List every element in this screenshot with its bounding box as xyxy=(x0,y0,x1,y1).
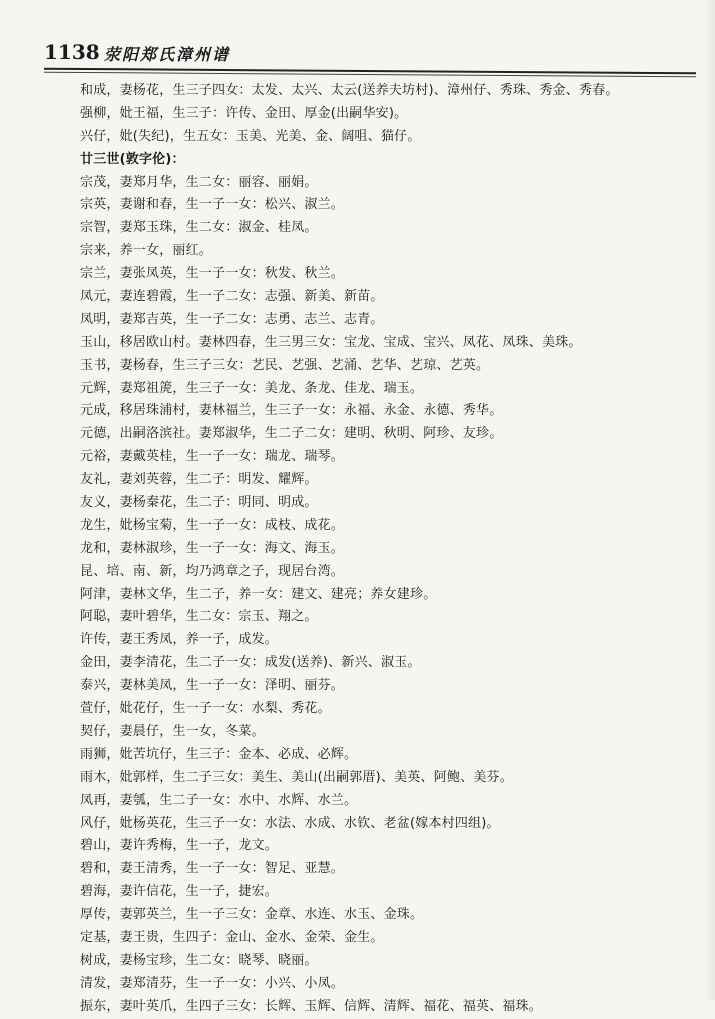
text-line: 契仔，妻晨仔，生一女，冬菜。 xyxy=(80,723,265,739)
text-line: 泰兴，妻林美凤，生一子一女：泽明、丽芬。 xyxy=(80,678,345,694)
text-line: 凤再，妻瓠，生二子一女：水中、水辉、水兰。 xyxy=(80,792,358,808)
text-line: 和成，妻杨花，生三子四女：太发、太兴、太云(送养夫坊村)、漳州仔、秀珠、秀金、秀春。 xyxy=(80,83,619,98)
book-title: 荥阳郑氏漳州谱 xyxy=(104,45,231,64)
text-line: 雨木，妣郭样，生二子三女：美生、美山(出嗣郭厝)、美英、阿鲍、美芬。 xyxy=(80,769,513,785)
text-line: 强柳，妣王福，生三子：许传、金田、厚金(出嗣华安)。 xyxy=(80,105,408,121)
page-header xyxy=(44,34,694,70)
genealogy-text xyxy=(80,80,700,1019)
text-line: 萱仔，妣花仔，生一子一女：水梨、秀花。 xyxy=(80,701,331,717)
text-line: 清发，妻郑清芬，生一子一女：小兴、小凤。 xyxy=(80,975,345,991)
text-line: 宗智，妻郑玉珠，生二女：淑金、桂凤。 xyxy=(80,220,318,236)
text-line: 碧山，妻许秀梅，生一子，龙文。 xyxy=(80,838,279,854)
text-line: 元成，移居珠浦村，妻林福兰，生三子一女：永福、永金、永德、秀华。 xyxy=(80,403,503,419)
text-line: 友礼，妻刘英蓉，生二子：明发、耀辉。 xyxy=(80,472,318,488)
text-line: 金田，妻李清花，生二子一女：成发(送养)、新兴、淑玉。 xyxy=(80,655,421,671)
text-line: 元德，出嗣洛滨社。妻郑淑华，生二子二女：建明、秋明、阿珍、友珍。 xyxy=(80,426,503,442)
text-line: 宗茂，妻郑月华，生二女：丽容、丽娟。 xyxy=(80,174,318,190)
page-number: 1138 xyxy=(44,40,100,64)
generation-heading: 廿三世(敦字伦)： xyxy=(80,151,185,167)
text-line: 阿聪，妻叶碧华，生二女：宗玉、翔之。 xyxy=(80,609,318,625)
text-line: 宗英，妻谢和春，生一子一女：松兴、淑兰。 xyxy=(80,197,345,213)
text-line: 碧和，妻王清秀，生一子一女：智足、亚慧。 xyxy=(80,861,345,877)
text-line: 兴仔，妣(失纪)，生五女：玉美、光美、金、阔咀、猫仔。 xyxy=(80,128,421,144)
text-line: 凤明，妻郑吉英，生一子二女：志勇、志兰、志青。 xyxy=(80,311,384,327)
text-line: 凤元，妻连碧霞，生一子二女：志强、新美、新苗。 xyxy=(80,289,384,305)
text-line: 定基，妻王贵，生四子：金山、金水、金荣、金生。 xyxy=(80,929,384,945)
scan-edge-shadow xyxy=(703,0,715,1000)
text-line: 风仔，妣杨英花，生三子一女：水法、水成、水钦、老盆(嫁本村四组)。 xyxy=(80,815,500,831)
text-line: 玉书，妻杨春，生三子三女：艺民、艺强、艺涌、艺华、艺琼、艺英。 xyxy=(80,357,490,373)
text-line: 树成，妻杨宝珍，生二女：晓琴、晓丽。 xyxy=(80,952,318,968)
text-line: 阿津，妻林文华，生二子，养一女：建文、建亮；养女建珍。 xyxy=(80,586,437,602)
text-line: 元辉，妻郑祖箎，生三子一女：美龙、条龙、佳龙、瑞玉。 xyxy=(80,380,424,396)
text-line: 元裕，妻戴英桂，生一子一女：瑞龙、瑞琴。 xyxy=(80,449,345,465)
text-line: 许传，妻王秀凤，养一子，成发。 xyxy=(80,632,279,648)
text-line: 碧海，妻许信花，生一子，捷宏。 xyxy=(80,884,279,900)
text-line: 宗来，养一女，丽红。 xyxy=(80,243,213,259)
text-line: 振东，妻叶英爪，生四子三女：长辉、玉辉、信辉、清辉、福花、福英、福珠。 xyxy=(80,998,543,1014)
text-line: 昆、培、南、新，均乃鸿章之子，现居台湾。 xyxy=(80,563,345,579)
text-line: 玉山，移居欧山村。妻林四春，生三男三女：宝龙、宝成、宝兴、凤花、凤珠、美珠。 xyxy=(80,334,582,350)
text-line: 厚传，妻郭英兰，生一子三女：金章、水连、水玉、金珠。 xyxy=(80,907,424,923)
text-line: 宗兰，妻张凤英，生一子一女：秋发、秋兰。 xyxy=(80,266,345,282)
text-line: 雨狮，妣苦坑仔，生三子：金本、必成、必辉。 xyxy=(80,746,358,762)
text-line: 龙和，妻林淑珍，生一子一女：海文、海玉。 xyxy=(80,540,345,556)
text-line: 龙生，妣杨宝菊，生一子一女：成枝、成花。 xyxy=(80,517,345,533)
text-line: 友义，妻杨秦花，生二子：明同、明成。 xyxy=(80,495,318,511)
